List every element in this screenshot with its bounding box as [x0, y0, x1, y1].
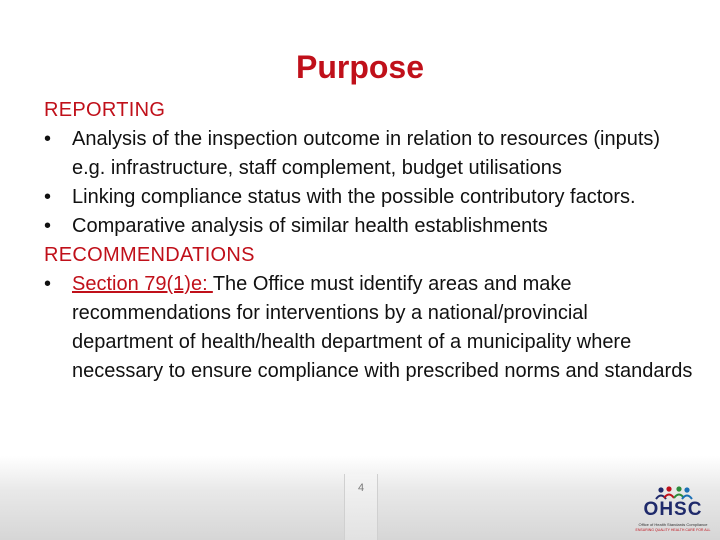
recommendations-bullet — [44, 270, 694, 386]
bullet-dot: • — [44, 273, 52, 295]
slide-body — [44, 96, 694, 386]
bullet-text: The Office must identify areas and make recommendations for interventions by a national/provincial department of health/health department of a municipality where necessary to ensure compliance with prescribed norms and standards — [72, 273, 693, 382]
bullet-text: Linking compliance status with the possible contributory factors. — [72, 186, 636, 208]
recommendations-heading: RECOMMENDATIONS — [44, 244, 255, 266]
reporting-bullet-3 — [44, 212, 694, 241]
reporting-heading: REPORTING — [44, 99, 166, 121]
slide-title: Purpose — [295, 49, 425, 85]
logo-tagline: ENSURING QUALITY HEALTH CARE FOR ALL — [635, 528, 711, 532]
reporting-bullet-1 — [44, 125, 694, 183]
page-number-box — [344, 474, 378, 540]
bullet-dot: • — [44, 215, 52, 237]
bullet-text: Comparative analysis of similar health establishments — [72, 215, 548, 237]
section-reference-link[interactable]: Section 79(1)e: — [72, 273, 213, 295]
bullet-dot: • — [44, 128, 52, 150]
ohsc-logo — [632, 486, 714, 538]
logo-wordmark: OHSC — [643, 499, 703, 520]
logo-subtitle: Office of Health Standards Compliance — [638, 522, 708, 527]
reporting-bullet-2 — [44, 183, 694, 212]
bullet-dot: • — [44, 186, 52, 208]
bullet-text: Analysis of the inspection outcome in relation to resources (inputs) e.g. infrastructure, staff complement, budget utilisations — [72, 128, 661, 179]
page-number: 4 — [357, 482, 365, 494]
